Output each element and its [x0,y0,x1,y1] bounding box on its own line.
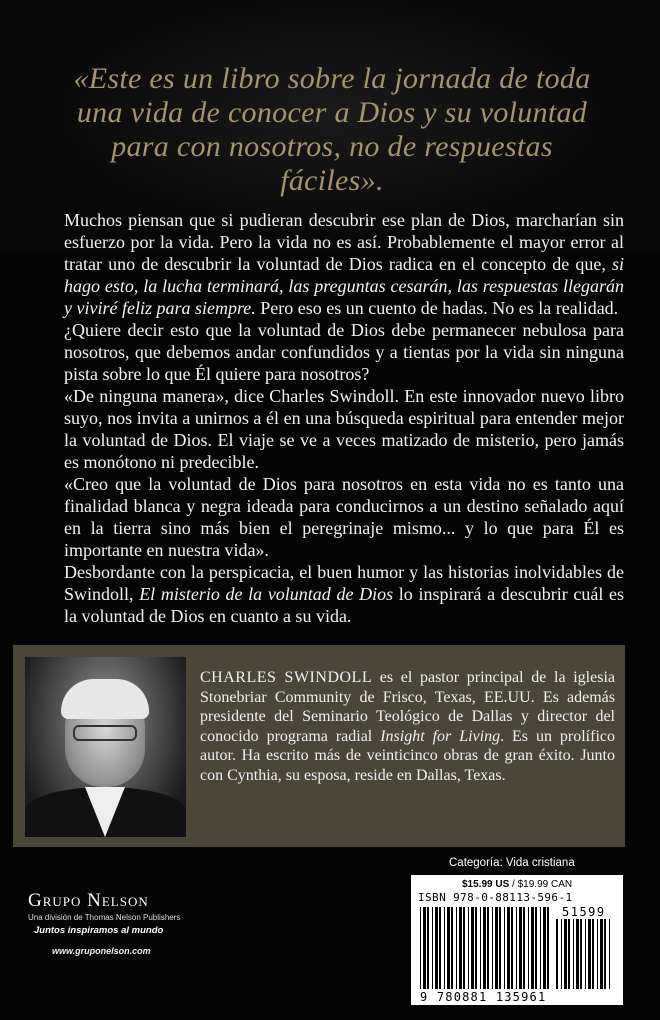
barcode-bar [592,919,594,989]
barcode-bar [528,907,529,989]
barcode-bar [507,907,510,989]
description-paragraph-5: Desbordante con la perspicacia, el buen humor y las historias inolvidables de Swindoll, El misterio de la voluntad de Dios lo inspirará a descubrir cuál es la voluntad de Dios en cuanto a su vida. [64,562,624,626]
barcode-bar [444,907,445,989]
barcode-bar [471,907,474,989]
barcode-bar [588,919,591,989]
price: $15.99 US / $19.99 CAN [462,879,573,890]
description [64,209,624,627]
barcode-bar [432,907,433,989]
barcode-bar [423,907,426,989]
ean-barcode [420,907,550,989]
barcode-bar [480,907,481,989]
barcode-bar [540,907,541,989]
barcode-bar [504,907,505,989]
barcode-bar [451,907,453,989]
barcode-bar [543,907,546,989]
barcode-bar [475,907,477,989]
barcode-bar [483,907,486,989]
description-paragraph-1: Muchos piensan que si pudieran descubrir ese plan de Dios, marcharían sin esfuerzo por la vida. Pero la vida no es así. Probablemente el mayor error al tratar uno de descubrir la voluntad de Dios radica en el concepto de que, si hago esto, la lucha terminará, las preguntas cesarán, las respuestas llegarán y viviré feliz para siempre. Pero eso es un cuento de hadas. No es la realidad. [64,210,624,318]
barcode-bar [463,907,465,989]
barcode-bar [547,907,549,989]
barcode-bar [568,919,570,989]
author-bio: CHARLES SWINDOLL es el pastor principal de la iglesia Stonebriar Community de Frisco, Texas, EE.UU. Es además presidente del Seminario Teológico de Dallas y director del conocido programa radial Insight for Living. Es un prolífico autor. Ha escrito más de veinticinco obras de gran éxito. Junto con Cynthia, su esposa, reside en Dallas, Texas. [200,669,616,784]
barcode-bar [556,919,558,989]
barcode-bar [516,907,517,989]
barcode-bar [576,919,579,989]
barcode-bar [564,919,567,989]
barcode-bar [531,907,534,989]
barcode-bar [511,907,513,989]
publisher-logo [28,890,228,936]
barcode-bar [535,907,537,989]
barcode-bar [456,907,457,989]
barcode-bar [495,907,498,989]
barcode-bar [492,907,493,989]
barcode-bar [459,907,462,989]
barcode-bar [573,919,574,989]
barcode-bar [580,919,582,989]
description-paragraph-4: «Creo que la voluntad de Dios para nosotros en esta vida no es tanto una finalidad blanca y negra ideada para conducirnos a un destino señalado aquí en la tierra sino más bien el peregrinaje mismo... y lo que para Él es importante en nuestra vida». [64,474,624,560]
author-name: CHARLES SWINDOLL [200,669,373,686]
barcode-bar [487,907,489,989]
barcode-bar [427,907,429,989]
barcode-bar [519,907,522,989]
publisher-url: www.gruponelson.com [52,946,151,956]
addon-barcode [556,919,614,989]
addon-number: 51599 [562,905,606,919]
barcode-bar [523,907,525,989]
category-label: Categoría: Vida cristiana [449,857,575,869]
description-paragraph-2: ¿Quiere decir esto que la voluntad de Dios debe permanecer nebulosa para nosotros, que debemos andar confundidos y a tientas por la vida sin ninguna pista sobre lo que Él quiere para nosotros? [64,320,624,384]
author-photo [25,657,186,837]
barcode-bar [435,907,438,989]
description-paragraph-3: «De ninguna manera», dice Charles Swindoll. En este innovador nuevo libro suyo, nos invita a unirnos a él en una búsqueda espiritual para entender mejor la voluntad de Dios. El viaje se ve a veces matizado de misterio, pero jamás es monótono ni predecible. [64,386,624,472]
barcode-bar [609,919,610,989]
isbn-text: ISBN 978-0-88113-596-1 [418,891,573,904]
publisher-tagline: Juntos inspiramos al mundo [34,925,164,936]
barcode-bar [439,907,441,989]
publisher-name: Grupo Nelson [28,890,149,911]
barcode-bar [561,919,562,989]
barcode-bar [420,907,421,989]
barcode-bar [597,919,598,989]
barcode-bar [604,919,606,989]
ean-number: 9 780881 135961 [420,990,547,1004]
publisher-division: Una división de Thomas Nelson Publishers [28,913,181,922]
barcode-bar [447,907,450,989]
barcode-bar [585,919,586,989]
barcode-bar [468,907,469,989]
barcode-bar [499,907,501,989]
barcode-bar [600,919,603,989]
pull-quote: «Este es un libro sobre la jornada de toda una vida de conocer a Dios y su voluntad para con nosotros, no de respuestas fáciles». [73,62,591,197]
